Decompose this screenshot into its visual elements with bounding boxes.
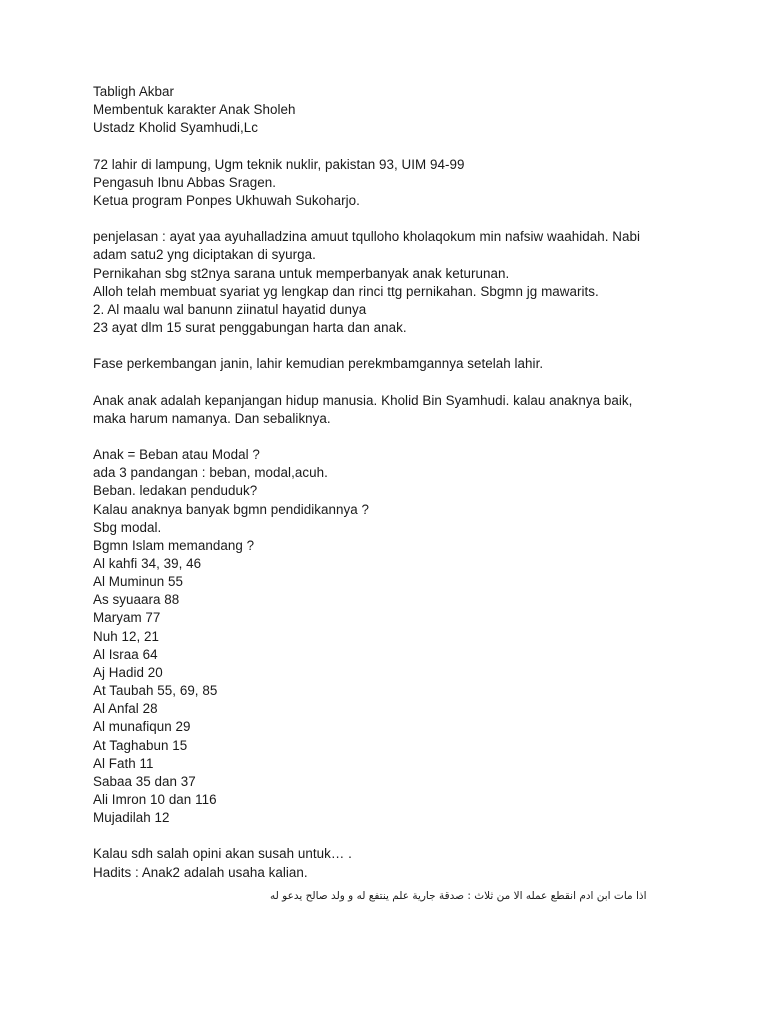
surah-reference: Al munafiqun 29 <box>93 719 191 735</box>
explanation-block <box>93 228 693 337</box>
speaker-name: Ustadz Kholid Syamhudi,Lc <box>93 120 258 136</box>
surah-reference: Nuh 12, 21 <box>93 628 160 644</box>
bio-line: Pengasuh Ibnu Abbas Sragen. <box>93 174 277 190</box>
document-body <box>93 83 693 882</box>
surah-reference: Maryam 77 <box>93 610 161 626</box>
views-line: Bgmn Islam memandang ? <box>93 537 255 553</box>
surah-reference: Al Israa 64 <box>93 646 158 662</box>
phase-line: Fase perkembangan janin, lahir kemudian perekmbamgannya setelah lahir. <box>93 356 544 372</box>
views-block <box>93 446 693 827</box>
children-block <box>93 392 693 428</box>
bio-block <box>93 156 693 210</box>
explanation-line: 23 ayat dlm 15 surat penggabungan harta dan anak. <box>93 320 407 335</box>
surah-reference: As syuaara 88 <box>93 592 180 608</box>
paragraph-gap <box>93 428 693 446</box>
surah-reference: Aj Hadid 20 <box>93 664 163 680</box>
views-line: Kalau anaknya banyak bgmn pendidikannya ? <box>93 501 370 517</box>
bio-line: Ketua program Ponpes Ukhuwah Sukoharjo. <box>93 192 360 208</box>
explanation-line: adam satu2 yng diciptakan di syurga. <box>93 247 316 263</box>
document-title: Tabligh Akbar <box>93 84 175 99</box>
paragraph-gap <box>93 210 693 228</box>
paragraph-gap <box>93 827 693 845</box>
closing-line: Hadits : Anak2 adalah usaha kalian. <box>93 864 308 880</box>
surah-reference: Al Fath 11 <box>93 755 154 771</box>
document-subtitle: Membentuk karakter Anak Sholeh <box>93 102 296 118</box>
explanation-line: 2. Al maalu wal banunn ziinatul hayatid dunya <box>93 301 367 317</box>
views-line: ada 3 pandangan : beban, modal,acuh. <box>93 465 328 481</box>
closing-block <box>93 845 693 881</box>
surah-reference: Al Anfal 28 <box>93 701 158 717</box>
explanation-line: Alloh telah membuat syariat yg lengkap dan rinci ttg pernikahan. Sbgmn jg mawarits. <box>93 283 599 299</box>
surah-reference: At Taubah 55, 69, 85 <box>93 683 218 699</box>
phase-block <box>93 355 693 373</box>
paragraph-gap <box>93 337 693 355</box>
children-line: Anak anak adalah kepanjangan hidup manusia. Kholid Bin Syamhudi. kalau anaknya baik, <box>93 392 633 408</box>
surah-reference: Sabaa 35 dan 37 <box>93 773 196 789</box>
children-line: maka harum namanya. Dan sebaliknya. <box>93 410 331 426</box>
paragraph-gap <box>93 137 693 155</box>
views-line: Sbg modal. <box>93 519 162 535</box>
explanation-line: penjelasan : ayat yaa ayuhalladzina amuut tqulloho kholaqokum min nafsiw waahidah. Nabi <box>93 229 641 245</box>
surah-reference: Al Muminun 55 <box>93 574 183 590</box>
surah-reference: Mujadilah 12 <box>93 810 170 826</box>
views-line: Beban. ledakan penduduk? <box>93 483 258 499</box>
views-line: Anak = Beban atau Modal ? <box>93 447 260 463</box>
closing-line: Kalau sdh salah opini akan susah untuk… . <box>93 846 352 862</box>
arabic-hadith-text: اذا مات ابن ادم انقطع عمله الا من ثلاث : صدقة جارية علم ينتفع له و ولد صالح يدعو له <box>270 890 647 902</box>
surah-reference: Ali Imron 10 dan 116 <box>93 792 217 808</box>
surah-reference: At Taghabun 15 <box>93 737 188 753</box>
header-block <box>93 83 693 137</box>
explanation-line: Pernikahan sbg st2nya sarana untuk memperbanyak anak keturunan. <box>93 265 510 281</box>
bio-line: 72 lahir di lampung, Ugm teknik nuklir, pakistan 93, UIM 94-99 <box>93 156 465 172</box>
surah-reference: Al kahfi 34, 39, 46 <box>93 555 202 571</box>
paragraph-gap <box>93 373 693 391</box>
